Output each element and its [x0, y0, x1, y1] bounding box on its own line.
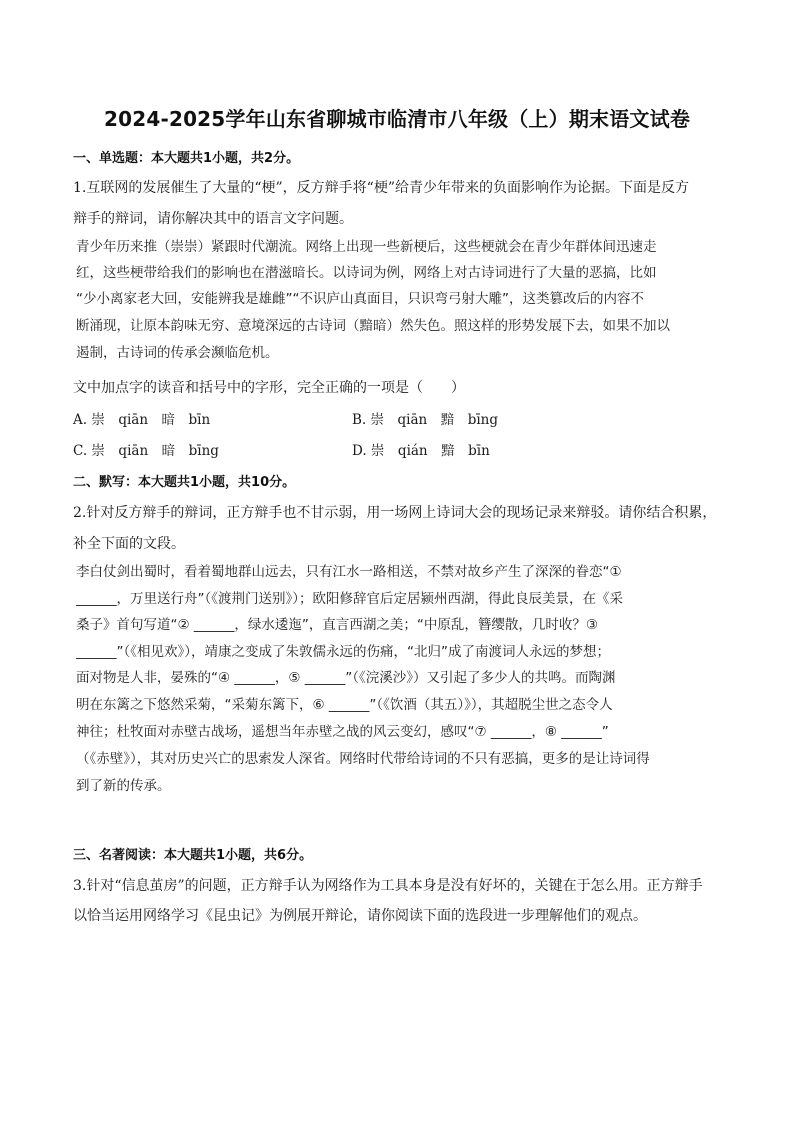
- passage-2-line-2: ______，万里送行舟”（《渡荆门送别》）；欧阳修辞官后定居颍州西湖，得此良辰美景，在《采: [76, 591, 623, 607]
- passage-1-line-5: 遏制，古诗词的传承会濒临危机。: [76, 345, 279, 361]
- question-1-line-2: 辩手的辩词，请你解决其中的语言文字问题。: [73, 211, 353, 227]
- passage-2-line-8: （《赤壁》），其对历史兴亡的思索发人深省。网络时代带给诗词的不只有恶搞，更多的是让诗词得: [76, 751, 650, 767]
- question-1-line-1: 1.互联网的发展催生了大量的“梗”，反方辩手将“梗”给青少年带来的负面影响作为论据。下面是反方: [73, 180, 689, 196]
- passage-2-line-6: 明在东篱之下悠然采菊，“采菊东篱下，⑥ ______”（《饮酒（其五）》），其超脱尘世之态令人: [76, 697, 613, 713]
- question-2-line-2: 补全下面的文段。: [73, 536, 185, 552]
- option-a[interactable]: A. 崇 qiān 暗 bīn: [73, 412, 211, 428]
- passage-1-line-3: “少小离家老大回，安能辨我是雄雌”“不识庐山真面目，只识弯弓射大雕”，这类篡改后的内容不: [76, 291, 644, 307]
- exam-title: 2024-2025学年山东省聊城市临清市八年级（上）期末语文试卷: [103, 107, 691, 131]
- passage-1-line-4: 断涌现，让原本韵味无穷、意境深远的古诗词（黯暗）然失色。照这样的形势发展下去，如果不加以: [76, 318, 670, 334]
- passage-2-line-9: 到了新的传承。: [76, 778, 171, 794]
- option-c[interactable]: C. 崇 qiān 暗 bīng: [73, 443, 219, 459]
- question-2-line-1: 2.针对反方辩手的辩词，正方辩手也不甘示弱，用一场网上诗词大会的现场记录来辩驳。请你结合积累，: [73, 505, 717, 521]
- passage-2-line-4: ______”（《相见欢》），靖康之变成了朱敦儒永远的伤痛，“北归”成了南渡词人永远的梦想；: [76, 644, 610, 660]
- passage-2-line-3: 桑子》首句写道“② ______，绿水逶迤”，直言西湖之美；“中原乱，簪缨散，几时收？③: [76, 617, 598, 633]
- passage-2-line-1: 李白仗剑出蜀时，看着蜀地群山远去，只有江水一路相送，不禁对故乡产生了深深的眷恋“①: [76, 564, 622, 580]
- question-3-line-1: 3.针对“信息茧房”的问题，正方辩手认为网络作为工具本身是没有好坏的，关键在于怎么用。正方辩手: [73, 878, 703, 894]
- section-2-header: 二、默写：本大题共1小题，共10分。: [73, 475, 296, 490]
- section-3-header: 三、名著阅读：本大题共1小题，共6分。: [73, 848, 313, 863]
- option-d[interactable]: D. 崇 qián 黯 bīn: [352, 443, 490, 459]
- question-3-line-2: 以恰当运用网络学习《昆虫记》为例展开辩论，请你阅读下面的选段进一步理解他们的观点。: [73, 908, 647, 924]
- section-1-header: 一、单选题：本大题共1小题，共2分。: [73, 151, 300, 166]
- passage-2-line-7: 神往；杜牧面对赤壁古战场，遥想当年赤壁之战的风云变幻，感叹“⑦ ______，⑧ ______”: [76, 724, 609, 740]
- passage-1-line-2: 红，这些梗带给我们的影响也在潜滋暗长。以诗词为例，网络上对古诗词进行了大量的恶搞，比如: [76, 265, 657, 281]
- option-b[interactable]: B. 崇 qiān 黯 bīng: [352, 412, 499, 428]
- passage-1-line-1: 青少年历来推（崇崇）紧跟时代潮流。网络上出现一些新梗后，这些梗就会在青少年群体间迅速走: [76, 239, 657, 255]
- question-1-prompt: 文中加点字的读音和括号中的字形，完全正确的一项是（ ）: [73, 380, 465, 396]
- passage-2-line-5: 面对物是人非，晏殊的“④ ______，⑤ ______”（《浣溪沙》）又引起了多少人的共鸣。而陶渊: [76, 670, 616, 686]
